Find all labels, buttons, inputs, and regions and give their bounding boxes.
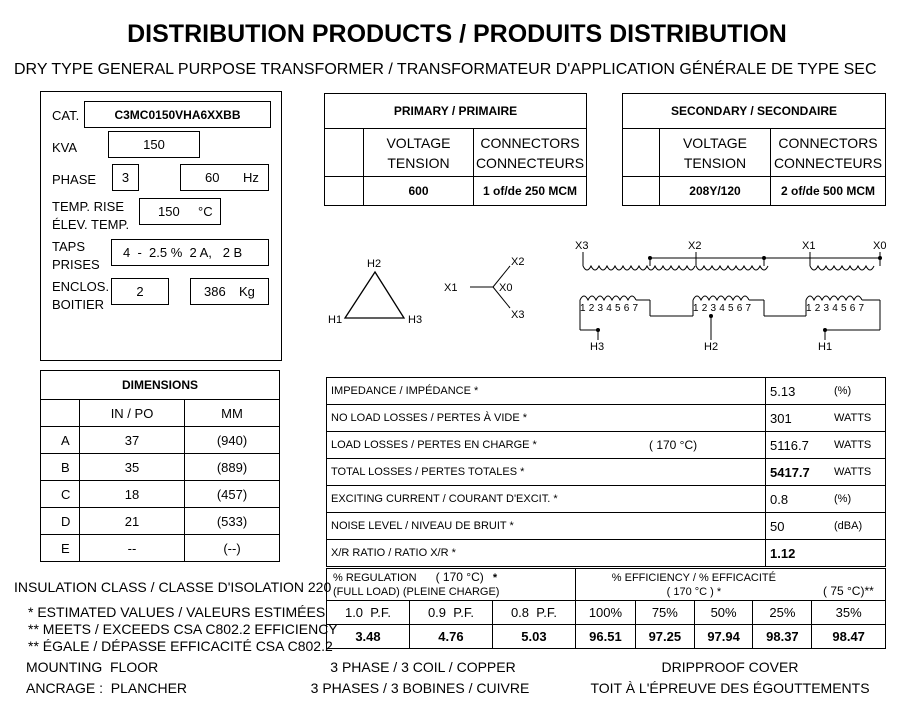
efficiency-value: 98.47 [812, 625, 886, 649]
winding-h1-label: H1 [818, 341, 833, 353]
regulation-value: 4.76 [409, 625, 492, 649]
enclos-value: 2 [111, 278, 169, 305]
performance-label: LOAD LOSSES / PERTES EN CHARGE * [331, 439, 537, 451]
performance-row [327, 513, 886, 540]
dimensions-table [40, 370, 280, 562]
taps-value: 4 - 2.5 % 2 A, 2 B [123, 245, 243, 260]
performance-unit: (%) [830, 486, 886, 513]
performance-unit: WATTS [830, 459, 886, 486]
temp-value: 150 [158, 204, 180, 219]
dimension-label: E [41, 535, 80, 562]
dimension-in: 18 [80, 481, 185, 508]
secondary-table [622, 93, 886, 206]
winding-h2-label: H2 [704, 341, 719, 353]
regulation-header-star: * [492, 572, 498, 584]
secondary-connectors-label-2: CONNECTEURS [773, 155, 883, 171]
temp-label-1: TEMP. RISE [52, 199, 125, 214]
delta-h2-label: H2 [367, 258, 382, 270]
primary-voltage-label-2: TENSION [387, 155, 450, 171]
primary-header: PRIMARY / PRIMAIRE [325, 94, 586, 129]
enclos-label-1: ENCLOS. [52, 279, 110, 294]
tap-digits-3: 1234567 [806, 303, 864, 314]
performance-row [327, 378, 886, 405]
dimension-row [41, 535, 280, 562]
performance-unit: (%) [830, 378, 886, 405]
dimensions-header: DIMENSIONS [41, 371, 280, 400]
secondary-header: SECONDARY / SECONDAIRE [623, 94, 885, 129]
performance-label: IMPEDANCE / IMPÉDANCE * [331, 385, 479, 397]
regulation-value: 5.03 [492, 625, 575, 649]
dimension-mm: (533) [185, 508, 280, 535]
phase-label: PHASE [52, 172, 97, 187]
dimension-label: D [41, 508, 80, 535]
regulation-efficiency-table [326, 568, 886, 649]
cat-value: C3MC0150VHA6XXBB [84, 101, 271, 128]
hz-value: 60 [205, 170, 220, 185]
kva-value: 150 [108, 131, 200, 158]
insulation-class: INSULATION CLASS / CLASSE D'ISOLATION 220 [14, 579, 332, 595]
efficiency-value: 97.94 [694, 625, 753, 649]
performance-unit: WATTS [830, 405, 886, 432]
dimension-in: 35 [80, 454, 185, 481]
performance-value: 5116.7 [766, 432, 831, 459]
cat-label: CAT. [52, 108, 80, 123]
performance-label: X/R RATIO / RATIO X/R * [331, 547, 456, 559]
coil-fr: 3 PHASES / 3 BOBINES / CUIVRE [310, 680, 530, 696]
wye-x1-label: X1 [444, 282, 458, 294]
kva-label: KVA [52, 140, 78, 155]
secondary-connectors-label-1: CONNECTORS [778, 135, 878, 151]
winding-x1-label: X1 [802, 240, 816, 252]
wye-x3-label: X3 [511, 309, 525, 321]
cover-fr: TOIT À L'ÉPREUVE DES ÉGOUTTEMENTS [590, 680, 870, 696]
primary-connectors-label-1: CONNECTORS [480, 135, 580, 151]
page-subtitle: DRY TYPE GENERAL PURPOSE TRANSFORMER / TRANSFORMATEUR D'APPLICATION GÉNÉRALE DE TYPE SEC [14, 61, 877, 78]
performance-row [327, 432, 886, 459]
winding-h3-label: H3 [590, 341, 605, 353]
performance-label: NO LOAD LOSSES / PERTES À VIDE * [331, 412, 528, 424]
regulation-header-temp: ( 170 °C) [435, 570, 484, 584]
efficiency-value: 96.51 [575, 625, 635, 649]
performance-unit: (dBA) [830, 513, 886, 540]
dimension-mm: (457) [185, 481, 280, 508]
page-title: DISTRIBUTION PRODUCTS / PRODUITS DISTRIBUTION [127, 20, 787, 48]
efficiency-col: 50% [694, 601, 753, 625]
enclos-label-2: BOITIER [52, 297, 105, 312]
wye-x0-label: X0 [499, 282, 513, 294]
efficiency-header-2: ( 170 °C ) * [666, 585, 722, 598]
taps-box [111, 239, 269, 266]
winding-x3-label: X3 [575, 240, 589, 252]
hz-unit: Hz [243, 170, 259, 185]
wye-x2-label: X2 [511, 256, 525, 268]
performance-unit: WATTS [830, 432, 886, 459]
dimension-mm: (--) [185, 535, 280, 562]
performance-row [327, 405, 886, 432]
performance-row [327, 459, 886, 486]
weight-value: 386 [204, 284, 226, 299]
temp-unit: °C [198, 204, 213, 219]
performance-value: 50 [766, 513, 831, 540]
efficiency-col: 75% [635, 601, 694, 625]
vector-diagram [320, 250, 540, 330]
secondary-voltage-label-1: VOLTAGE [682, 135, 748, 151]
dimension-in: -- [80, 535, 185, 562]
delta-symbol [345, 272, 404, 318]
efficiency-header-3: ( 75 °C)** [823, 584, 874, 598]
efficiency-value: 97.25 [635, 625, 694, 649]
dimension-mm: (889) [185, 454, 280, 481]
delta-h3-label: H3 [408, 314, 423, 326]
dimension-label: B [41, 454, 80, 481]
performance-unit [830, 540, 886, 567]
secondary-voltage: 208Y/120 [689, 184, 741, 198]
tap-digits-1: 1234567 [580, 303, 638, 314]
secondary-connectors: 2 of/de 500 MCM [780, 184, 876, 198]
winding-x0-label: X0 [873, 240, 887, 252]
dimension-label: A [41, 427, 80, 454]
mounting-en: MOUNTING FLOOR [26, 659, 159, 675]
regulation-header-1: % REGULATION [333, 572, 417, 584]
efficiency-col: 25% [753, 601, 812, 625]
weight-box [190, 278, 269, 305]
dim-col-in: IN / PO [80, 400, 185, 427]
performance-value: 5.13 [766, 378, 831, 405]
dimension-in: 37 [80, 427, 185, 454]
performance-table [326, 377, 886, 567]
taps-label-2: PRISES [52, 257, 100, 272]
taps-label-1: TAPS [52, 239, 85, 254]
performance-label: EXCITING CURRENT / COURANT D'EXCIT. * [331, 493, 558, 505]
dimension-row [41, 427, 280, 454]
mounting-fr: ANCRAGE : PLANCHER [26, 680, 188, 696]
performance-row [327, 540, 886, 567]
winding-x2-label: X2 [688, 240, 702, 252]
primary-voltage-label-1: VOLTAGE [386, 135, 451, 151]
dimension-row [41, 454, 280, 481]
primary-connectors-label-2: CONNECTEURS [475, 155, 585, 171]
performance-value: 301 [766, 405, 831, 432]
efficiency-col: 35% [812, 601, 886, 625]
note-estimated: * ESTIMATED VALUES / VALEURS ESTIMÉES [28, 604, 326, 620]
performance-row [327, 486, 886, 513]
secondary-voltage-label-2: TENSION [683, 155, 747, 171]
note-egale: ** ÉGALE / DÉPASSE EFFICACITÉ CSA C802.2 [28, 638, 333, 654]
primary-voltage: 600 [408, 184, 429, 198]
performance-note: ( 170 °C) [649, 438, 698, 452]
dimension-label: C [41, 481, 80, 508]
dimension-mm: (940) [185, 427, 280, 454]
performance-value: 1.12 [766, 540, 831, 567]
tap-digits-2: 1234567 [693, 303, 751, 314]
winding-diagram [570, 236, 900, 356]
dimension-row [41, 508, 280, 535]
performance-label: TOTAL LOSSES / PERTES TOTALES * [331, 466, 525, 478]
temp-box [139, 198, 221, 225]
coil-en: 3 PHASE / 3 COIL / COPPER [330, 659, 516, 675]
cover-en: DRIPPROOF COVER [661, 659, 799, 675]
regulation-value: 3.48 [327, 625, 410, 649]
efficiency-col: 100% [575, 601, 635, 625]
primary-table [324, 93, 587, 206]
dim-col-mm: MM [185, 400, 280, 427]
hz-box [180, 164, 269, 191]
regulation-col: 1.0 P.F. [327, 601, 410, 625]
temp-label-2: ÉLEV. TEMP. [52, 217, 130, 232]
dimension-row [41, 481, 280, 508]
efficiency-value: 98.37 [753, 625, 812, 649]
regulation-header-2: (FULL LOAD) (PLEINE CHARGE) [333, 586, 500, 598]
dimension-in: 21 [80, 508, 185, 535]
performance-label: NOISE LEVEL / NIVEAU DE BRUIT * [331, 520, 514, 532]
note-meets: ** MEETS / EXCEEDS CSA C802.2 EFFICIENCY [28, 621, 338, 637]
performance-value: 5417.7 [766, 459, 831, 486]
weight-unit: Kg [239, 284, 255, 299]
phase-value: 3 [112, 164, 139, 191]
primary-connectors: 1 of/de 250 MCM [482, 184, 578, 198]
efficiency-header-1: % EFFICIENCY / % EFFICACITÉ [611, 571, 776, 584]
performance-value: 0.8 [766, 486, 831, 513]
regulation-col: 0.8 P.F. [492, 601, 575, 625]
delta-h1-label: H1 [328, 314, 343, 326]
regulation-col: 0.9 P.F. [409, 601, 492, 625]
